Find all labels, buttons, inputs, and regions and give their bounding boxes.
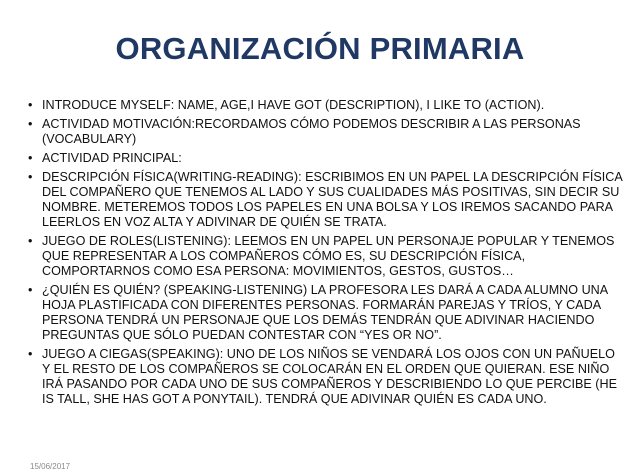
- bullet-dot: •: [28, 117, 33, 131]
- bullet-text: ACTIVIDAD MOTIVACIÓN:RECORDAMOS CÓMO PODEMOS DESCRIBIR A LAS PERSONAS (VOCABULARY): [42, 117, 581, 146]
- slide-title: ORGANIZACIÓN PRIMARIA: [115, 31, 525, 66]
- bullet-item-introduce-myself: [26, 98, 624, 113]
- bullet-item-actividad-principal: [26, 151, 624, 166]
- bullet-item-actividad-motivacion: [26, 117, 624, 147]
- bullet-text: DESCRIPCIÓN FÍSICA(WRITING-READING): ESCRIBIMOS EN UN PAPEL LA DESCRIPCIÓN FÍSICA DEL COMPAÑERO QUE TENEMOS AL LADO Y SUS CUALIDADES MÁS POSITIVAS, SIN DECIR SU NOMBRE. METEREMOS TODOS LOS PAPELES EN UNA BOLSA Y LOS IREMOS SACANDO PARA LEERLOS EN VOZ ALTA Y ADIVINAR DE QUIÉN SE TRATA.: [42, 170, 623, 229]
- bullet-dot: •: [28, 347, 33, 361]
- bullet-dot: •: [28, 234, 33, 248]
- bullet-text: JUEGO A CIEGAS(SPEAKING): UNO DE LOS NIÑOS SE VENDARÁ LOS OJOS CON UN PAÑUELO Y EL RESTO DE LOS COMPAÑEROS SE COLOCARÁN EN EL ORDEN QUE QUIERAN. ESE NIÑO IRÁ PASANDO POR CADA UNO DE SUS COMPAÑEROS Y DESCRIBIENDO LO QUE PERCIBE (HE IS TALL, SHE HAS GOT A PONYTAIL). TENDRÁ QUE ADIVINAR QUIÉN ES CADA UNO.: [42, 347, 618, 406]
- bullet-item-juego-de-roles: [26, 234, 624, 279]
- bullet-item-juego-a-ciegas: [26, 347, 624, 407]
- bullet-dot: •: [28, 98, 33, 112]
- bullet-list: [26, 98, 624, 411]
- bullet-item-quien-es-quien: [26, 283, 624, 343]
- bullet-text: ¿QUIÉN ES QUIÉN? (SPEAKING-LISTENING) LA PROFESORA LES DARÁ A CADA ALUMNO UNA HOJA PLASTIFICADA CON DIFERENTES PERSONAS. FORMARÁN PAREJAS Y TRÍOS, Y CADA PERSONA TENDRÁ UN PERSONAJE QUE LOS DEMÁS TENDRÁN QUE ADIVINAR HACIENDO PREGUNTAS QUE SÓLO PUEDAN CONTESTAR CON “YES OR NO”.: [42, 283, 608, 342]
- bullet-text: ACTIVIDAD PRINCIPAL:: [42, 151, 182, 165]
- bullet-item-descripcion-fisica: [26, 170, 624, 230]
- bullet-dot: •: [28, 283, 33, 297]
- footer-date: 15/06/2017: [30, 462, 71, 471]
- bullet-dot: •: [28, 170, 33, 184]
- bullet-text: JUEGO DE ROLES(LISTENING): LEEMOS EN UN PAPEL UN PERSONAJE POPULAR Y TENEMOS QUE REPRESENTAR A LOS COMPAÑEROS CÓMO ES, SU DESCRIPCIÓN FÍSICA, COMPORTARNOS COMO ESA PERSONA: MOVIMIENTOS, GESTOS, GUSTOS…: [42, 234, 615, 278]
- bullet-dot: •: [28, 151, 33, 165]
- bullet-text: INTRODUCE MYSELF: NAME, AGE,I HAVE GOT (DESCRIPTION), I LIKE TO (ACTION).: [42, 98, 545, 112]
